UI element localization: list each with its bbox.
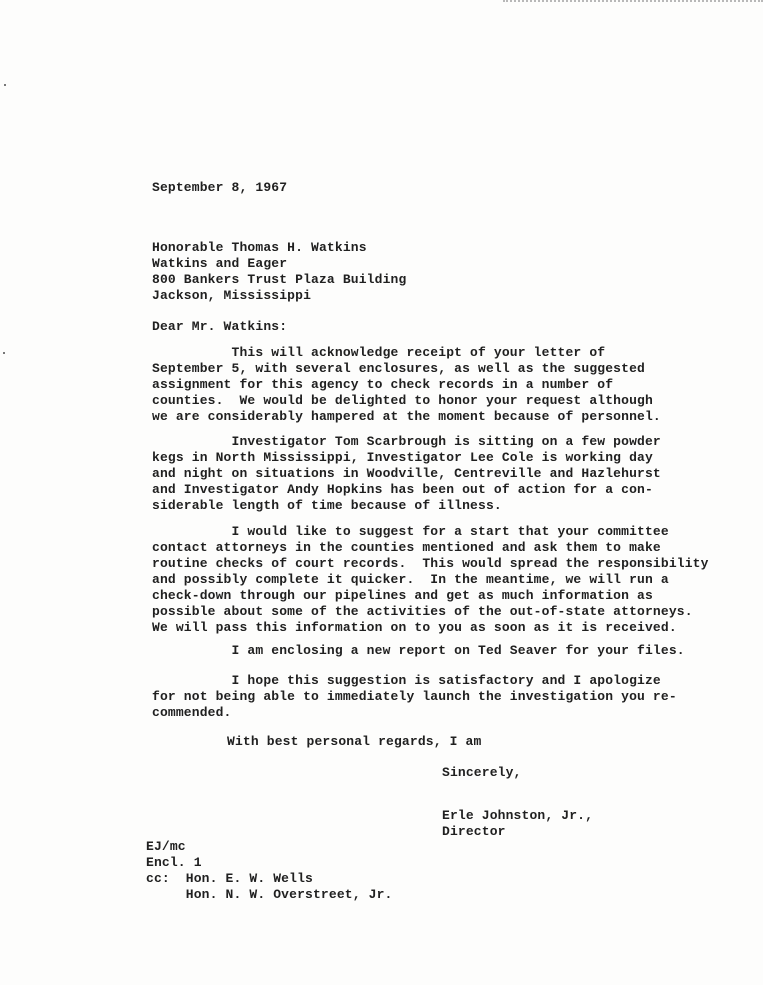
enclosure-note: Encl. 1 bbox=[146, 855, 202, 870]
body-paragraph-1 bbox=[152, 345, 661, 425]
recipient-firm: Watkins and Eager bbox=[152, 256, 288, 271]
paragraph-line: for not being able to immediately launch the investigation you re- bbox=[152, 689, 677, 704]
paragraph-line: contact attorneys in the counties mentioned and ask them to make bbox=[152, 540, 661, 555]
paragraph-line: I would like to suggest for a start that your committee bbox=[152, 524, 669, 539]
paragraph-line: possible about some of the activities of the out-of-state attorneys. bbox=[152, 604, 693, 619]
paragraph-line: I am enclosing a new report on Ted Seaver for your files. bbox=[152, 643, 685, 658]
scan-speck bbox=[4, 84, 6, 86]
salutation: Dear Mr. Watkins: bbox=[152, 319, 288, 334]
paragraph-line: and possibly complete it quicker. In the meantime, we will run a bbox=[152, 572, 669, 587]
paragraph-line: kegs in North Mississippi, Investigator Lee Cole is working day bbox=[152, 450, 653, 465]
paragraph-line: check-down through our pipelines and get as much information as bbox=[152, 588, 653, 603]
body-paragraph-2 bbox=[152, 434, 661, 514]
paragraph-line: and night on situations in Woodville, Centreville and Hazlehurst bbox=[152, 466, 661, 481]
recipient-city: Jackson, Mississippi bbox=[152, 288, 312, 303]
paragraph-line: September 5, with several enclosures, as well as the suggested bbox=[152, 361, 645, 376]
paragraph-line: commended. bbox=[152, 705, 232, 720]
closing-line: With best personal regards, I am bbox=[227, 734, 482, 749]
paragraph-line: I hope this suggestion is satisfactory and I apologize bbox=[152, 673, 661, 688]
valediction: Sincerely, bbox=[442, 765, 522, 780]
body-paragraph-3 bbox=[152, 524, 709, 636]
paragraph-line: routine checks of court records. This would spread the responsibility bbox=[152, 556, 709, 571]
paragraph-line: and Investigator Andy Hopkins has been out of action for a con- bbox=[152, 482, 653, 497]
reference-initials: EJ/mc bbox=[146, 839, 186, 854]
signer-name: Erle Johnston, Jr., bbox=[442, 808, 594, 823]
paragraph-line: assignment for this agency to check records in a number of bbox=[152, 377, 614, 392]
paragraph-line: This will acknowledge receipt of your letter of bbox=[152, 345, 606, 360]
cc-line-1: cc: Hon. E. W. Wells bbox=[146, 871, 313, 886]
paragraph-line: We will pass this information on to you as soon as it is received. bbox=[152, 620, 677, 635]
letter-date: September 8, 1967 bbox=[152, 180, 288, 195]
page-edge-perforation bbox=[503, 0, 763, 6]
signer-title: Director bbox=[442, 824, 506, 839]
scan-speck bbox=[3, 352, 5, 354]
paragraph-line: counties. We would be delighted to honor your request although bbox=[152, 393, 653, 408]
body-paragraph-5 bbox=[152, 673, 677, 721]
body-paragraph-4 bbox=[152, 643, 685, 659]
paragraph-line: we are considerably hampered at the moment because of personnel. bbox=[152, 409, 661, 424]
paragraph-line: siderable length of time because of illness. bbox=[152, 498, 502, 513]
paragraph-line: Investigator Tom Scarbrough is sitting on a few powder bbox=[152, 434, 661, 449]
recipient-address: 800 Bankers Trust Plaza Building bbox=[152, 272, 407, 287]
cc-line-2: Hon. N. W. Overstreet, Jr. bbox=[146, 887, 393, 902]
recipient-name: Honorable Thomas H. Watkins bbox=[152, 240, 367, 255]
